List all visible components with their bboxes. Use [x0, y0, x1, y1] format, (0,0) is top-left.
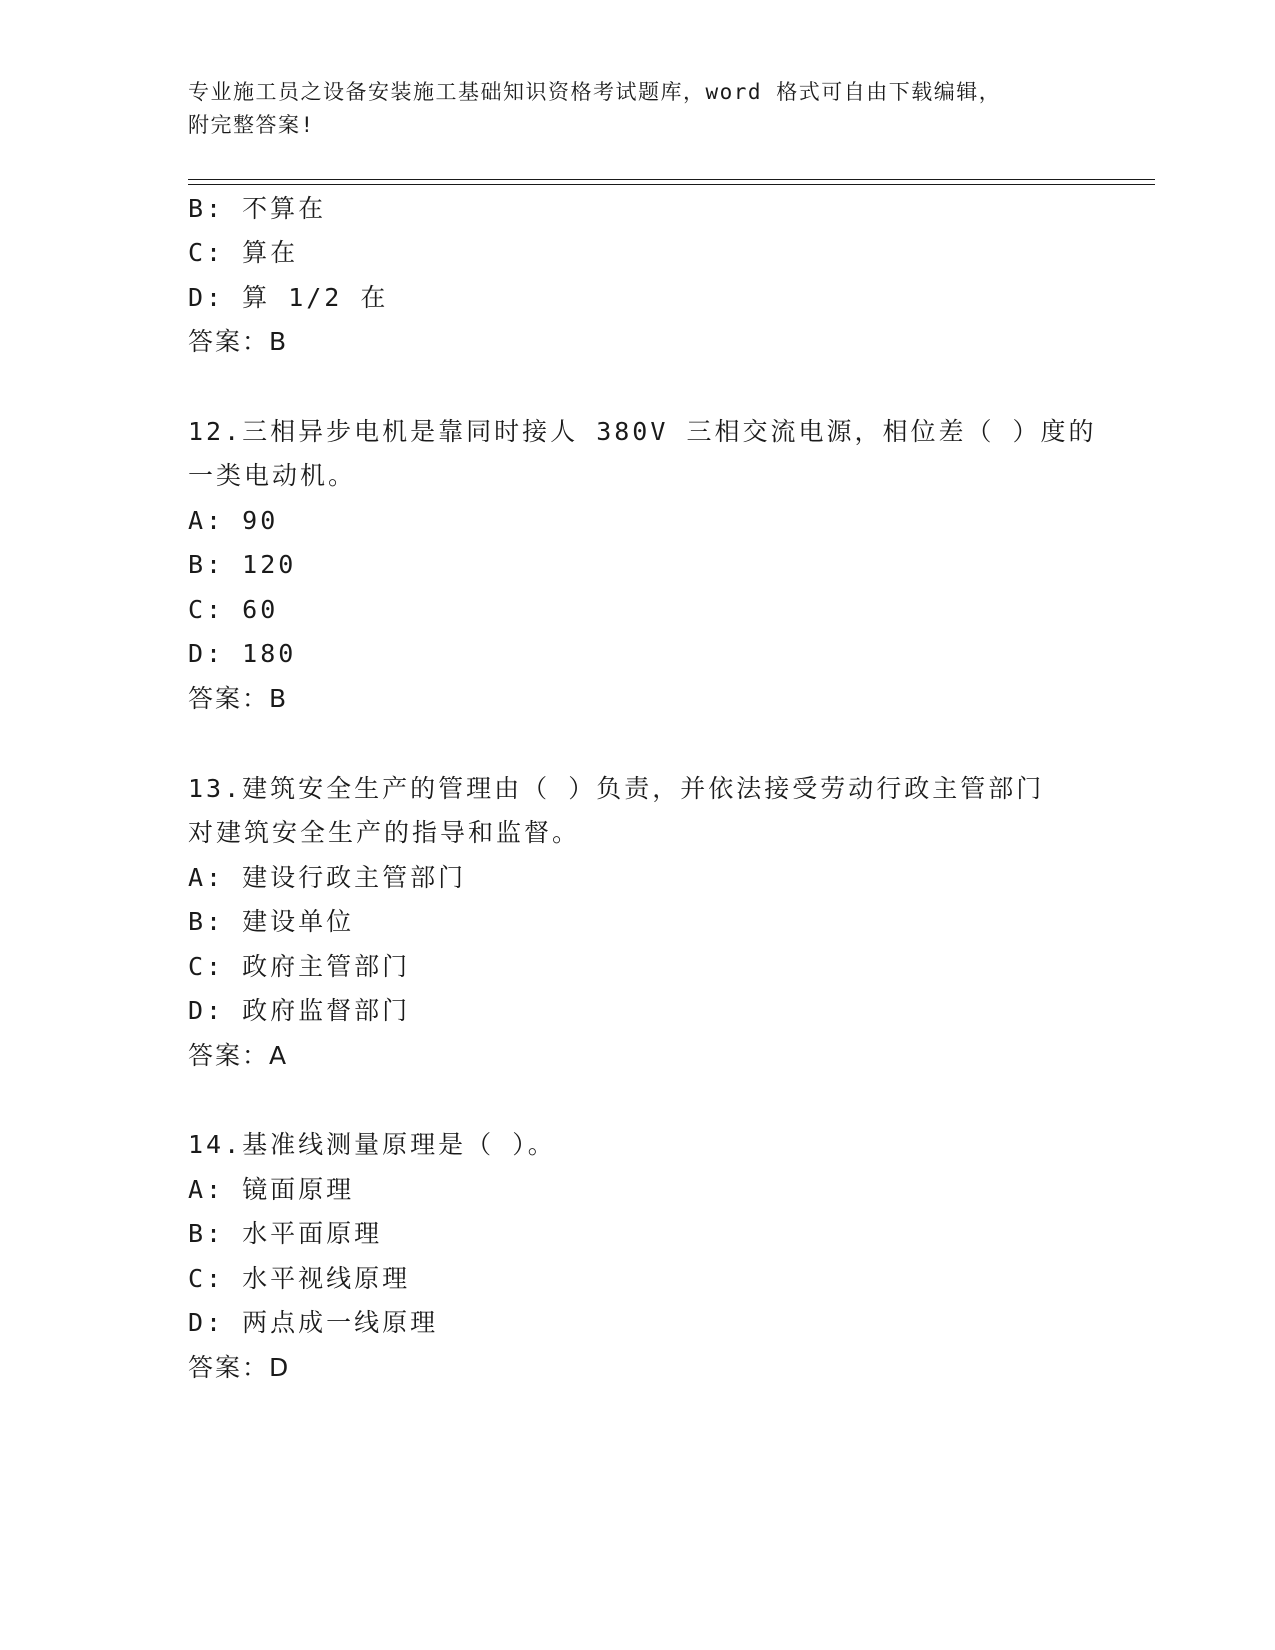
- q13-option-d: D: 政府监督部门: [188, 996, 411, 1025]
- q12-option-a: A: 90: [188, 506, 279, 535]
- q12-option-b: B: 120: [188, 550, 297, 579]
- header-divider-bottom: [188, 184, 1155, 185]
- q12-stem-line-1: 12.三相异步电机是靠同时接人 380V 三相交流电源，相位差（ ）度的: [188, 417, 1097, 446]
- q11-option-b: B: 不算在: [188, 194, 327, 223]
- q13-option-b: B: 建设单位: [188, 907, 355, 936]
- header-line-2: 附完整答案!: [188, 113, 315, 137]
- q14-option-d: D: 两点成一线原理: [188, 1308, 439, 1337]
- q14-option-a: A: 镜面原理: [188, 1175, 355, 1204]
- q13-stem-line-2: 对建筑安全生产的指导和监督。: [188, 818, 581, 847]
- q11-answer: 答案：B: [188, 327, 289, 356]
- header-line-1: 专业施工员之设备安装施工基础知识资格考试题库，word 格式可自由下载编辑，: [188, 80, 1002, 104]
- q12-option-c: C: 60: [188, 595, 279, 624]
- q14-stem-line-1: 14.基准线测量原理是（ ）。: [188, 1130, 556, 1159]
- q12-stem-line-2: 一类电动机。: [188, 461, 357, 490]
- q11-option-d: D: 算 1/2 在: [188, 283, 389, 312]
- q12-answer: 答案：B: [188, 684, 289, 713]
- header-divider-top: [188, 179, 1155, 180]
- q13-option-c: C: 政府主管部门: [188, 952, 411, 981]
- q14-option-c: C: 水平视线原理: [188, 1264, 411, 1293]
- q14-answer: 答案：D: [188, 1353, 291, 1382]
- document-header: [188, 76, 1088, 142]
- q12-option-d: D: 180: [188, 639, 297, 668]
- q13-option-a: A: 建设行政主管部门: [188, 863, 467, 892]
- q14-option-b: B: 水平面原理: [188, 1219, 383, 1248]
- q11-option-c: C: 算在: [188, 238, 299, 267]
- q13-stem-line-1: 13.建筑安全生产的管理由（ ）负责，并依法接受劳动行政主管部门: [188, 774, 1045, 803]
- q13-answer: 答案：A: [188, 1041, 289, 1070]
